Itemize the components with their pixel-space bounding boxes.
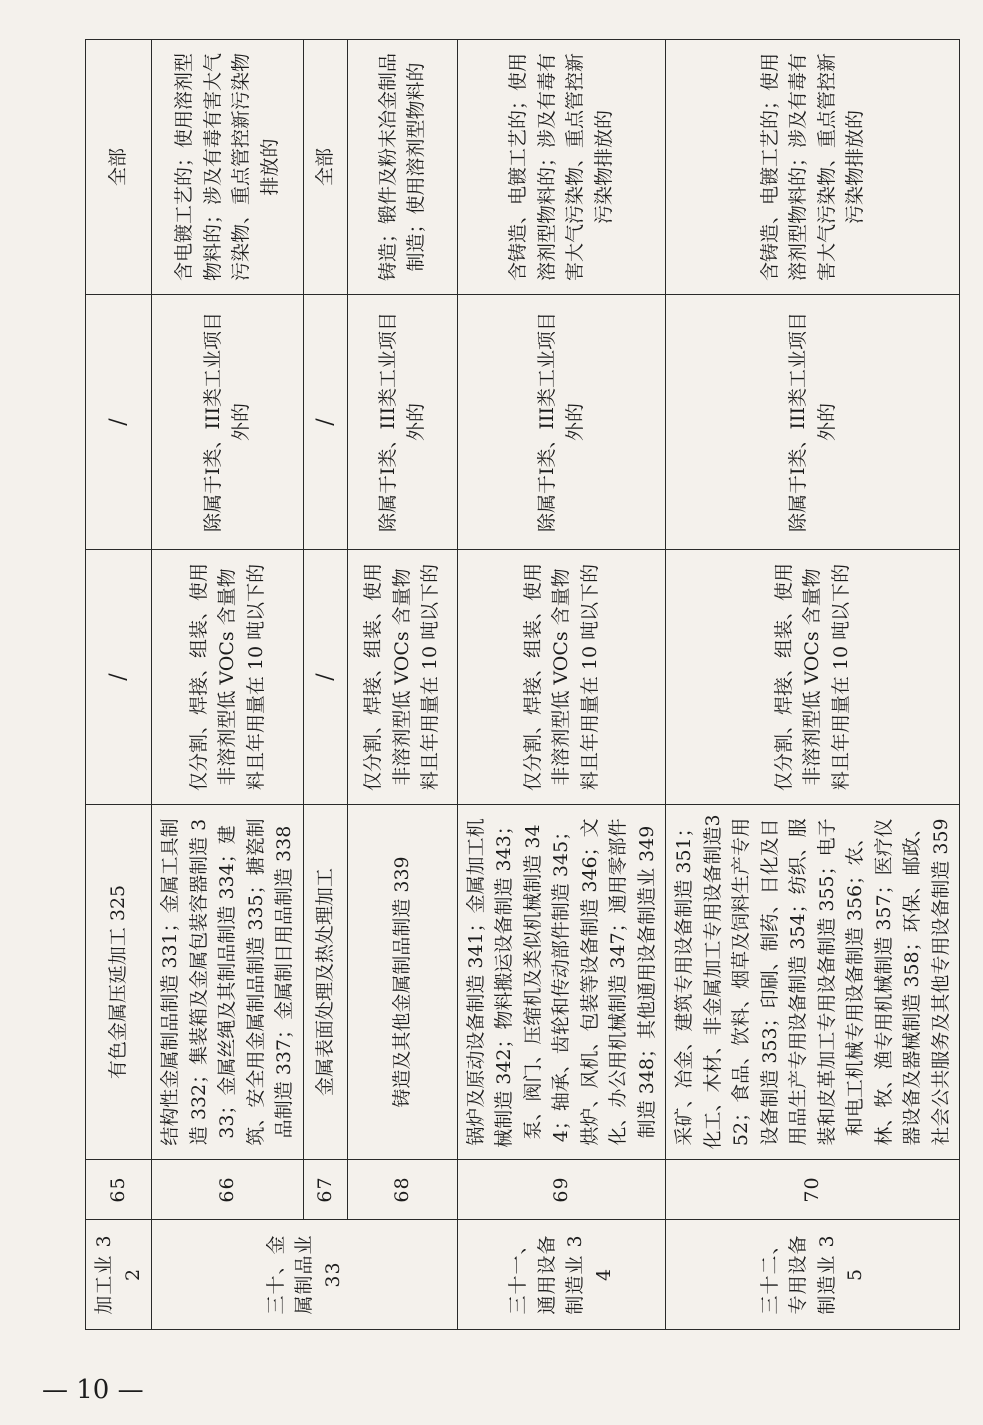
class-iii-cell: 含电镀工艺的；使用溶剂型物料的；涉及有毒有害大气污染物、重点管控新污染物排放的: [152, 40, 304, 295]
industry-cell: 金属表面处理及热处理加工: [303, 805, 347, 1160]
class-ii-cell: 除属于I类、III类工业项目外的: [666, 295, 960, 550]
class-i-cell: 仅分割、焊接、组装、使用非溶剂型低 VOCs 含量物料且年用量在 10 吨以下的: [457, 550, 666, 805]
class-ii-cell: 除属于I类、III类工业项目外的: [347, 295, 457, 550]
class-iii-cell: 全部: [303, 40, 347, 295]
class-i-cell: /: [86, 550, 152, 805]
category-cell: 加工业 32: [86, 1220, 152, 1330]
item-number-cell: 68: [347, 1160, 457, 1220]
rotated-table-page: [85, 40, 952, 1330]
item-number-cell: 70: [666, 1160, 960, 1220]
industry-cell: 采矿、冶金、建筑专用设备制造 351；化工、木材、非金属加工专用设备制造352；食品、饮料、烟草及饲料生产专用设备制造 353；印刷、制药、日化及日用品生产专用设备制造 354；纺织、服装和皮革加工专用设备制造 355；电子和电工机械专用设备制造 356；农、林、牧、渔专用机械制造 357；医疗仪器设备及器械制造 358；环保、邮政、社会公共服务及其他专用设备制造 359: [666, 805, 960, 1160]
item-number-cell: 67: [303, 1160, 347, 1220]
class-i-cell: /: [303, 550, 347, 805]
class-iii-cell: 铸造；锻件及粉末冶金制品制造；使用溶剂型物料的: [347, 40, 457, 295]
table-row: [457, 40, 666, 1330]
category-cell: 三十一、通用设备制造业 34: [457, 1220, 666, 1330]
class-ii-cell: 除属于I类、III类工业项目外的: [152, 295, 304, 550]
industry-cell: 铸造及其他金属制品制造 339: [347, 805, 457, 1160]
item-number-cell: 66: [152, 1160, 304, 1220]
category-cell: 三十、金属制品业 33: [152, 1220, 458, 1330]
table-row: [666, 40, 960, 1330]
table-row: [303, 40, 347, 1330]
class-i-cell: 仅分割、焊接、组装、使用非溶剂型低 VOCs 含量物料且年用量在 10 吨以下的: [347, 550, 457, 805]
class-ii-cell: 除属于I类、III类工业项目外的: [457, 295, 666, 550]
industry-cell: 锅炉及原动设备制造 341；金属加工机械制造 342；物料搬运设备制造 343；泵、阀门、压缩机及类似机械制造 344；轴承、齿轮和传动部件制造 345；烘炉、风机、包装等设备制造 346；文化、办公用机械制造 347；通用零部件制造 348；其他通用设备制造业 349: [457, 805, 666, 1160]
category-cell: 三十二、专用设备制造业 35: [666, 1220, 960, 1330]
table-row: [347, 40, 457, 1330]
industry-cell: 结构性金属制品制造 331；金属工具制造 332；集装箱及金属包装容器制造 333；金属丝绳及其制品制造 334；建筑、安全用金属制品制造 335；搪瓷制品制造 337；金属制日用品制造 338: [152, 805, 304, 1160]
class-i-cell: 仅分割、焊接、组装、使用非溶剂型低 VOCs 含量物料且年用量在 10 吨以下的: [666, 550, 960, 805]
industry-cell: 有色金属压延加工 325: [86, 805, 152, 1160]
class-i-cell: 仅分割、焊接、组装、使用非溶剂型低 VOCs 含量物料且年用量在 10 吨以下的: [152, 550, 304, 805]
class-iii-cell: 含铸造、电镀工艺的；使用溶剂型物料的；涉及有毒有害大气污染物、重点管控新污染物排放的: [666, 40, 960, 295]
class-iii-cell: 含铸造、电镀工艺的；使用溶剂型物料的；涉及有毒有害大气污染物、重点管控新污染物排放的: [457, 40, 666, 295]
item-number-cell: 69: [457, 1160, 666, 1220]
class-ii-cell: /: [303, 295, 347, 550]
page-number: — 10 —: [42, 1375, 144, 1405]
item-number-cell: 65: [86, 1160, 152, 1220]
class-iii-cell: 全部: [86, 40, 152, 295]
industry-classification-table: [85, 39, 960, 1330]
table-row: [86, 40, 152, 1330]
class-ii-cell: /: [86, 295, 152, 550]
table-row: [152, 40, 304, 1330]
